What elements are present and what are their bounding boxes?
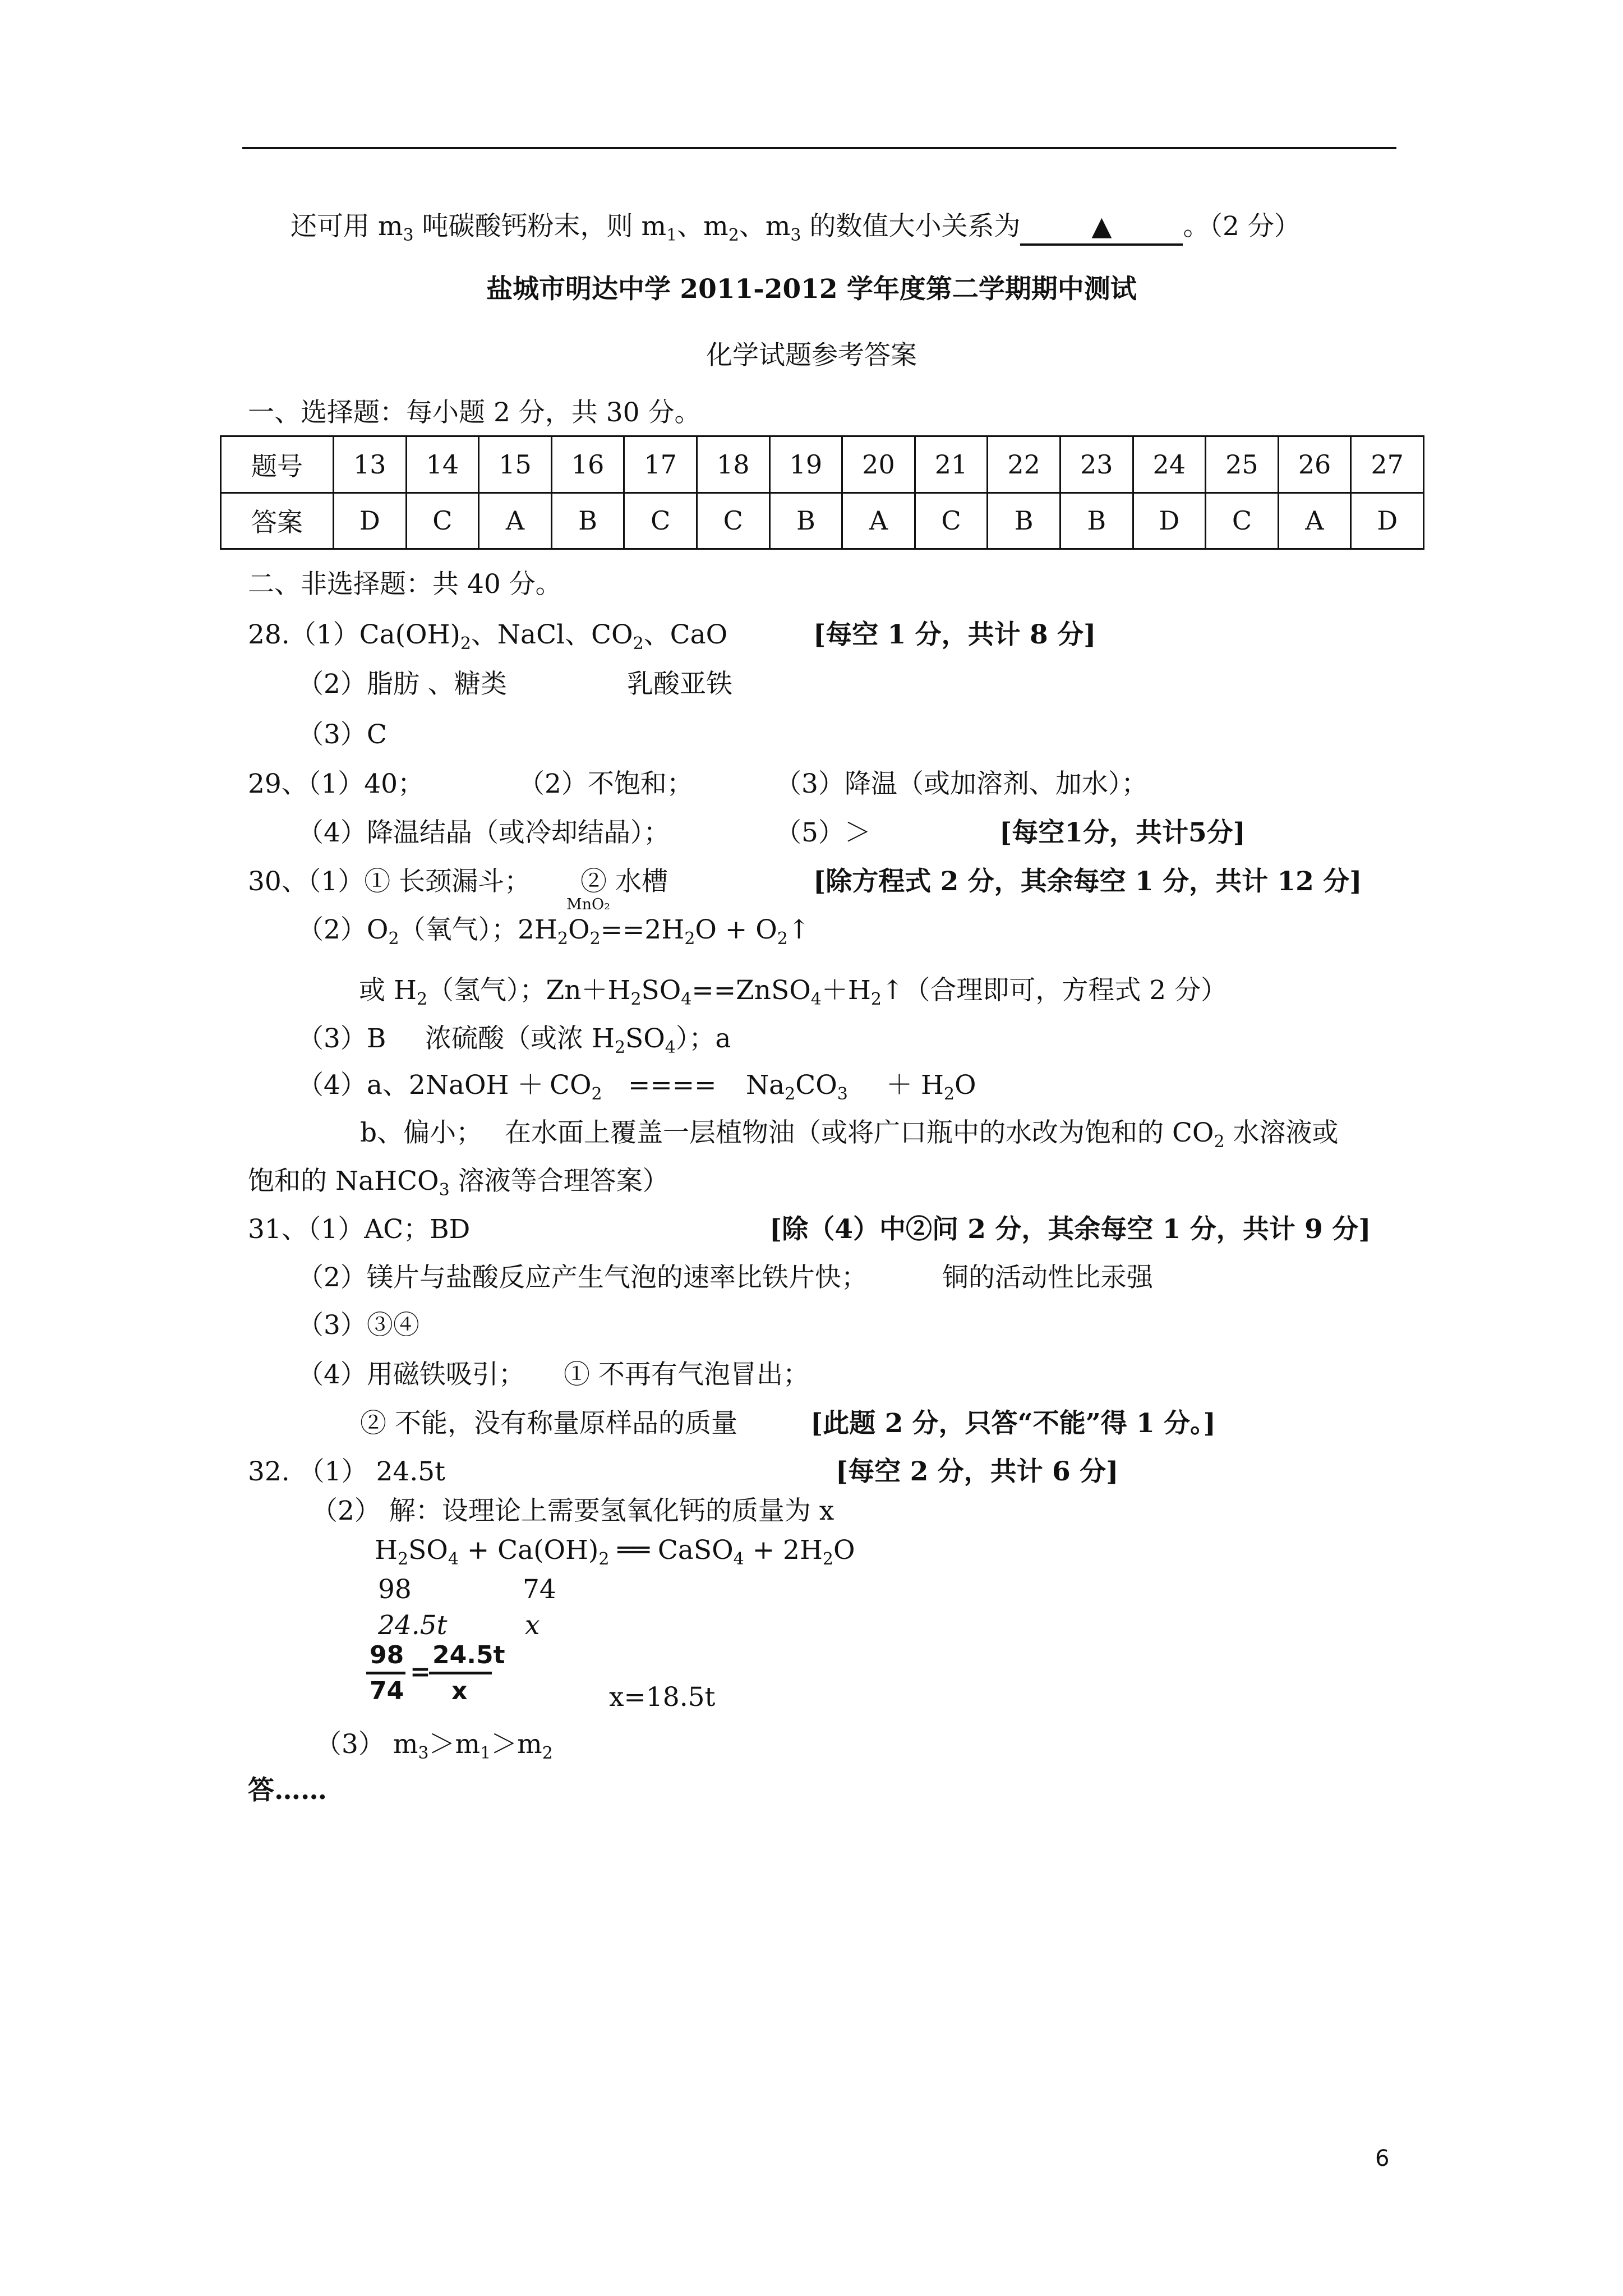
q30-text: 饱和的 NaHCO: [248, 1166, 439, 1197]
q30-sub: 3: [439, 1180, 450, 1200]
q29-part-4: （4）降温结晶（或冷却结晶）；: [297, 817, 670, 848]
q30-line-5c: ====: [628, 1070, 717, 1101]
table-cell-answer: C: [406, 493, 479, 549]
table-cell-number: 21: [915, 436, 988, 493]
intro-sub: 1: [666, 226, 677, 245]
q30-text: 在水面上覆盖一层植物油（或将广口瓶中的水改为饱和的 CO: [505, 1117, 1214, 1148]
q32-sub: 3: [418, 1743, 429, 1763]
q30-text: ==2H: [600, 914, 685, 945]
fraction-den-right: x: [451, 1677, 468, 1705]
q30-text: ＋ H: [886, 1070, 944, 1101]
molar-mass-1: 98: [378, 1574, 412, 1605]
q30-text: O + O: [695, 914, 777, 945]
q30-text: Na: [746, 1070, 785, 1101]
q30-sub: 2: [943, 1084, 955, 1104]
q30-text: CO: [795, 1070, 837, 1101]
q28-line-2b: 乳酸亚铁: [627, 669, 732, 700]
table-cell-number: 26: [1278, 436, 1351, 493]
q30-sub: 3: [837, 1084, 848, 1104]
q32-line-2: （2） 解：设理论上需要氢氧化钙的质量为 x: [311, 1496, 834, 1526]
table-cell-answer: A: [479, 493, 552, 549]
q30-line-5e: [886, 1069, 976, 1102]
fraction-den-left: 74: [370, 1677, 404, 1705]
table-cell-number: 24: [1133, 436, 1206, 493]
table-cell-number: 13: [334, 436, 407, 493]
q30-line-4b: [425, 1022, 731, 1056]
q30-text: ↑（合理即可，方程式 2 分）: [881, 975, 1228, 1006]
q28-sub: 2: [633, 634, 644, 654]
q30-text: O: [568, 914, 590, 945]
q32-text: （3） m: [315, 1729, 418, 1760]
q30-line-1b: ② 水槽: [580, 866, 668, 897]
q31-line-2a: （2）镁片与盐酸反应产生气泡的速率比铁片快；: [297, 1262, 868, 1293]
q30-text: （氧气）；2H: [399, 914, 557, 945]
q32-text: ＞m: [491, 1729, 542, 1760]
table-cell-number: 25: [1206, 436, 1279, 493]
q30-sub: 4: [681, 990, 692, 1009]
q30-line-6b: [505, 1116, 1338, 1150]
intro-score: 。（2 分）: [1183, 211, 1301, 242]
table-label-number: 题号: [221, 436, 334, 493]
q30-line-5b: [550, 1069, 602, 1102]
q30-arrow: ↑: [787, 914, 810, 945]
q30-line-1a: 30、（1）① 长颈漏斗；: [248, 866, 531, 897]
q30-text: 溶液等合理答案）: [449, 1166, 669, 1197]
q32-equation: [375, 1534, 855, 1567]
q28-text: 、NaCl、CO: [471, 619, 633, 650]
q30-text: （氢气）；Zn＋H: [427, 975, 631, 1006]
q28-text: 28.（1）Ca(OH): [248, 619, 460, 650]
q32-line-1: 32. （1） 24.5t: [248, 1456, 446, 1487]
table-cell-number: 19: [769, 436, 842, 493]
q30-line-3: [359, 974, 1227, 1007]
q30-text: ）；a: [675, 1023, 731, 1054]
table-cell-answer: B: [551, 493, 624, 549]
intro-text-4: 、m: [739, 211, 791, 242]
q28-text: 、CaO: [643, 619, 728, 650]
triangle-icon: ▲: [1091, 211, 1112, 242]
q30-text: SO: [625, 1023, 665, 1054]
eq-text: H: [375, 1535, 398, 1566]
q29-score: [每空1分，共计5分]: [999, 817, 1246, 848]
q30-text: 浓硫酸（或浓 H: [425, 1023, 615, 1054]
q31-line-4a: （4）用磁铁吸引；: [297, 1359, 525, 1390]
mass-value-2: x: [525, 1610, 540, 1641]
q30-line-5a: （4）a、2NaOH ＋: [297, 1070, 544, 1101]
q31-line-1: 31、（1）AC；BD: [248, 1214, 471, 1245]
q31-line-2b: 铜的活动性比汞强: [942, 1262, 1153, 1293]
table-cell-answer: B: [769, 493, 842, 549]
q30-sub: 2: [1214, 1132, 1225, 1152]
q30-line-4a: （3）B: [297, 1023, 386, 1054]
intro-text-1: 还可用 m: [291, 211, 403, 242]
q30-sub: 2: [557, 929, 569, 949]
q30-sub: 4: [810, 990, 822, 1009]
eq-sub: 4: [448, 1549, 459, 1569]
q28-line-3: （3）C: [297, 719, 387, 750]
table-cell-number: 22: [988, 436, 1061, 493]
table-cell-answer: B: [1060, 493, 1133, 549]
answer-table: [220, 435, 1424, 550]
table-cell-number: 23: [1060, 436, 1133, 493]
intro-sub: 3: [403, 226, 414, 245]
q30-sub: 2: [591, 1084, 602, 1104]
q29-part-3: （3）降温（或加溶剂、加水）；: [775, 769, 1148, 799]
q31-line-3: （3）③④: [297, 1310, 419, 1341]
fraction-equals: =: [410, 1658, 431, 1686]
table-cell-number: 17: [624, 436, 697, 493]
table-cell-number: 20: [842, 436, 915, 493]
section-2-heading: 二、非选择题：共 40 分。: [248, 569, 562, 600]
molar-mass-2: 74: [523, 1574, 556, 1605]
intro-sub: 2: [728, 226, 739, 245]
q28-line-1: [248, 618, 727, 652]
table-cell-answer: D: [334, 493, 407, 549]
q30-sub: 2: [589, 929, 601, 949]
q30-text: O: [955, 1070, 976, 1101]
q30-text: SO: [641, 975, 681, 1006]
table-label-answer: 答案: [221, 493, 334, 549]
eq-text: SO: [408, 1535, 448, 1566]
q32-result: x=18.5t: [609, 1682, 716, 1713]
q30-line-7: [248, 1165, 669, 1198]
catalyst-label: MnO₂: [566, 896, 610, 913]
table-cell-number: 16: [551, 436, 624, 493]
q30-sub: 2: [614, 1038, 626, 1057]
table-cell-number: 14: [406, 436, 479, 493]
table-row-numbers: [221, 436, 1424, 493]
table-cell-number: 27: [1351, 436, 1424, 493]
q32-text: ＞m: [428, 1729, 481, 1760]
eq-text: ══ CaSO: [609, 1535, 734, 1566]
table-row-answers: [221, 493, 1424, 549]
eq-sub: 2: [398, 1549, 409, 1569]
q30-sub: 4: [665, 1038, 676, 1057]
q32-sub: 2: [542, 1743, 553, 1763]
q30-text: 水溶液或: [1224, 1117, 1339, 1148]
page-subtitle: 化学试题参考答案: [706, 340, 917, 371]
q30-text: 或 H: [359, 975, 417, 1006]
q28-sub: 2: [460, 634, 471, 654]
intro-text-2: 吨碳酸钙粉末，则 m: [413, 211, 667, 242]
table-cell-answer: D: [1133, 493, 1206, 549]
fraction-bar-left: [366, 1672, 405, 1674]
fraction-num-right: 24.5t: [432, 1641, 505, 1669]
q31-score: [除（4）中②问 2 分，其余每空 1 分，共计 9 分]: [769, 1214, 1371, 1245]
table-cell-answer: A: [842, 493, 915, 549]
q30-score: [除方程式 2 分，其余每空 1 分，共计 12 分]: [813, 866, 1362, 897]
eq-text: + 2H: [744, 1535, 823, 1566]
table-cell-answer: D: [1351, 493, 1424, 549]
page-number: 6: [1375, 2146, 1390, 2171]
table-cell-answer: C: [697, 493, 769, 549]
q31-line-5: ② 不能，没有称量原样品的质量: [360, 1408, 737, 1439]
table-cell-answer: C: [915, 493, 988, 549]
q30-text: ＋H: [821, 975, 871, 1006]
q29-part-5: （5）＞: [775, 817, 871, 848]
page-title: 盐城市明达中学 2011-2012 学年度第二学期期中测试: [486, 274, 1137, 305]
q30-sub: 2: [416, 990, 428, 1009]
q30-text: （2）O: [297, 914, 389, 945]
table-cell-number: 18: [697, 436, 769, 493]
intro-sub: 3: [790, 226, 801, 245]
q30-line-2: [297, 913, 810, 947]
eq-text: + Ca(OH): [458, 1535, 599, 1566]
q30-sub: 2: [684, 929, 695, 949]
eq-sub: 2: [598, 1549, 610, 1569]
q30-text: CO: [550, 1070, 592, 1101]
mass-value-1: 24.5t: [378, 1610, 448, 1641]
q28-line-2a: （2）脂肪 、糖类: [297, 669, 507, 700]
q30-sub: 2: [630, 990, 642, 1009]
q29-part-2: （2）不饱和；: [518, 769, 693, 799]
q32-score: [每空 2 分，共计 6 分]: [836, 1456, 1119, 1487]
q31-line-4b: ① 不再有气泡冒出；: [564, 1359, 809, 1390]
q30-sub: 2: [785, 1084, 796, 1104]
answer-blank: [1020, 210, 1183, 246]
table-cell-answer: C: [624, 493, 697, 549]
eq-sub: 2: [822, 1549, 833, 1569]
section-1-heading: 一、选择题：每小题 2 分，共 30 分。: [248, 397, 701, 428]
fraction-bar-right: [429, 1672, 492, 1674]
intro-text-5: 的数值大小关系为: [801, 211, 1021, 242]
intro-text-3: 、m: [677, 211, 728, 242]
q32-answer: 答……: [248, 1775, 327, 1806]
table-cell-number: 15: [479, 436, 552, 493]
table-cell-answer: C: [1206, 493, 1279, 549]
fraction-num-left: 98: [370, 1641, 404, 1669]
q30-line-5d: [746, 1069, 848, 1102]
q32-sub: 1: [480, 1743, 491, 1763]
q31-line-5-score: [此题 2 分，只答“不能”得 1 分。]: [810, 1408, 1216, 1439]
q30-text: ==ZnSO: [691, 975, 811, 1006]
eq-sub: 4: [733, 1549, 744, 1569]
q28-score: [每空 1 分，共计 8 分]: [813, 619, 1096, 650]
table-cell-answer: B: [988, 493, 1061, 549]
eq-text: O: [833, 1535, 855, 1566]
q30-sub: 2: [388, 929, 399, 949]
q32-line-3: [315, 1728, 553, 1761]
q30-sub: 2: [777, 929, 788, 949]
header-rule: [242, 147, 1396, 149]
q30-sub: 2: [870, 990, 882, 1009]
table-cell-answer: A: [1278, 493, 1351, 549]
intro-line: [291, 210, 1301, 246]
q30-line-6a: b、偏小；: [360, 1117, 483, 1148]
q29-part-1: 29、（1）40；: [248, 769, 425, 799]
